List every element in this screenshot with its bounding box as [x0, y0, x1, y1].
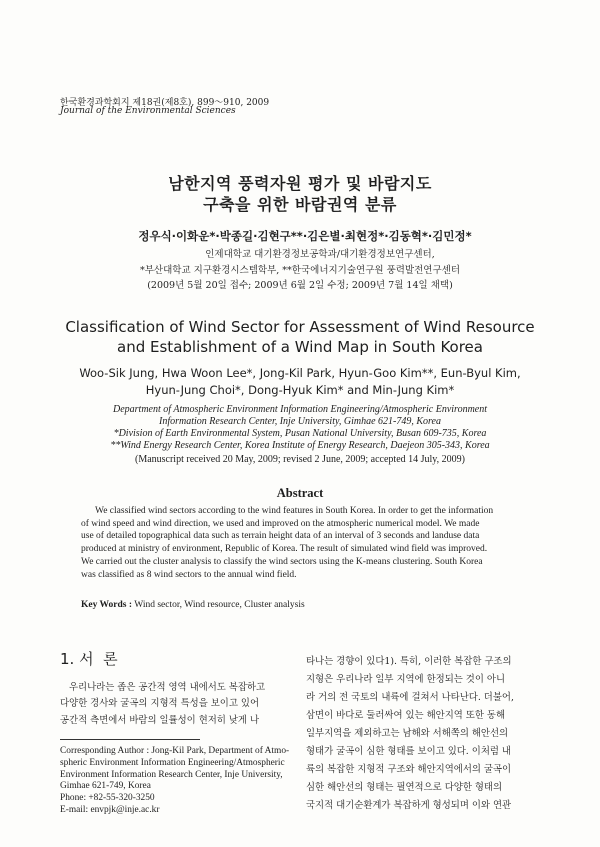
abstract-heading: Abstract — [276, 486, 324, 500]
abstract-line: We classified wind sectors according to the wind features in South Korea. In order to get the information — [95, 506, 494, 516]
abstract-line: use of detailed topographical data such as terrain height data of an interval of 3 seconds and landuse data — [81, 531, 480, 542]
right-column-line: 심한 해안선의 형태는 필연적으로 다양한 형태의 — [306, 782, 503, 793]
affiliation-english-line4: **Wind Energy Research Center, Korea Institute of Energy Research, Daejeon 305-343, Korea — [110, 440, 490, 451]
footnote — [60, 746, 308, 817]
abstract-line: produced at ministry of environment, Republic of Korea. The result of simulated wind field was improved. — [81, 544, 488, 555]
keywords-label: Key Words : — [81, 600, 133, 610]
authors-english-line2: Hyun-Jung Choi*, Dong-Hyuk Kim* and Min-Jung Kim* — [145, 383, 455, 397]
section-heading: 1. 서 론 — [60, 650, 118, 668]
right-column-line: 삼면이 바다로 둘러싸여 있는 해안지역 또한 동해 — [306, 710, 506, 721]
abstract-line: We carried out the cluster analysis to classify the wind sectors using the K-means clustering. South Korea — [81, 556, 483, 567]
right-column-line: 라 거의 전 국토의 내륙에 걸쳐서 나타난다. 더불어, — [306, 692, 514, 703]
abstract-line: of wind speed and wind direction, we used and improved on the atmospheric numerical model. We made — [81, 518, 480, 529]
right-column-line: 국지적 대기순환계가 복잡하게 형성되며 이와 연관 — [306, 800, 512, 811]
keywords-text: Wind sector, Wind resource, Cluster analysis — [134, 600, 305, 610]
right-column-line: 륙의 복잡한 지형적 구조와 해안지역에서의 굴곡이 — [306, 764, 512, 775]
affiliation-korean-line2: *부산대학교 지구환경시스템학부, **한국에너지기술연구원 풍력발전연구센터 — [140, 265, 460, 276]
title-english-line1: Classification of Wind Sector for Assessment of Wind Resource — [65, 318, 535, 336]
title-korean-line2: 구축을 위한 바람권역 분류 — [203, 195, 397, 214]
right-column-line: 타나는 경향이 있다1). 특히, 이러한 복잡한 구조의 — [306, 656, 512, 667]
footnote-line: Environment Information Research Center, Inje University, — [60, 769, 283, 780]
keywords — [81, 600, 305, 610]
left-column-line: 우리나라는 좁은 공간적 영역 내에서도 복잡하고 — [69, 682, 266, 693]
footnote-divider — [60, 739, 200, 740]
affiliation-korean-line1: 인제대학교 대기환경정보공학과/대기환경정보연구센터, — [205, 249, 435, 260]
right-column — [306, 653, 554, 815]
footnote-line: Gimhae 621-749, Korea — [60, 781, 151, 792]
footnote-line: E-mail: envpjk@inje.ac.kr — [60, 804, 160, 815]
footnote-line: spheric Environment Information Engineering/Atmospheric — [60, 757, 285, 768]
title-english-line2: and Establishment of a Wind Map in South Korea — [117, 338, 483, 356]
journal-citation: 한국환경과학회지 제18권(제8호), 899～910, 2009 — [60, 98, 270, 108]
right-column-line: 형태가 굴곡이 심한 형태를 보이고 있다. 이처럼 내 — [306, 746, 511, 757]
footnote-line: Corresponding Author : Jong-Kil Park, Department of Atmo- — [60, 746, 290, 756]
affiliation-english-line2: Information Research Center, Inje University, Gimhae 621-749, Korea — [159, 416, 441, 427]
dates-korean: (2009년 5월 20일 접수; 2009년 6월 2일 수정; 2009년 7월 14일 채택) — [147, 280, 453, 291]
authors-english-line1: Woo-Sik Jung, Hwa Woon Lee*, Jong-Kil Park, Hyun-Goo Kim**, Eun-Byul Kim, — [79, 366, 521, 380]
authors-korean-text: 정우식·이화운*·박종길·김현구**·김은별·최현정*·김동혁*·김민정* — [138, 229, 472, 243]
left-column-line: 다양한 경사와 굴곡의 지형적 특성을 보이고 있어 — [60, 698, 260, 710]
right-column-line: 일부지역을 제외하고는 남해와 서해쪽의 해안선의 — [306, 728, 509, 739]
dates-english: (Manuscript received 20 May, 2009; revised 2 June, 2009; accepted 14 July, 2009) — [134, 454, 465, 465]
footnote-line: Phone: +82-55-320-3250 — [60, 793, 155, 804]
left-column — [60, 680, 305, 729]
title-korean-line1: 남한지역 풍력자원 평가 및 바람지도 — [168, 174, 432, 193]
left-column-line: 공간적 측면에서 바람의 일률성이 현저히 낮게 나 — [60, 714, 260, 726]
affiliation-english-line1: Department of Atmospheric Environment Information Engineering/Atmospheric Environment — [112, 404, 488, 415]
affiliation-english-line3: *Division of Earth Environmental System, Pusan National University, Busan 609-735, Korea — [113, 428, 487, 439]
abstract-body — [81, 505, 541, 581]
journal-name: Journal of the Environmental Sciences — [60, 106, 236, 116]
right-column-line: 지형은 우리나라 일부 지역에 한정되는 것이 아니 — [306, 674, 506, 685]
authors-korean — [0, 228, 600, 244]
abstract-line: was classified as 8 wind sectors to the annual wind field. — [81, 569, 297, 580]
